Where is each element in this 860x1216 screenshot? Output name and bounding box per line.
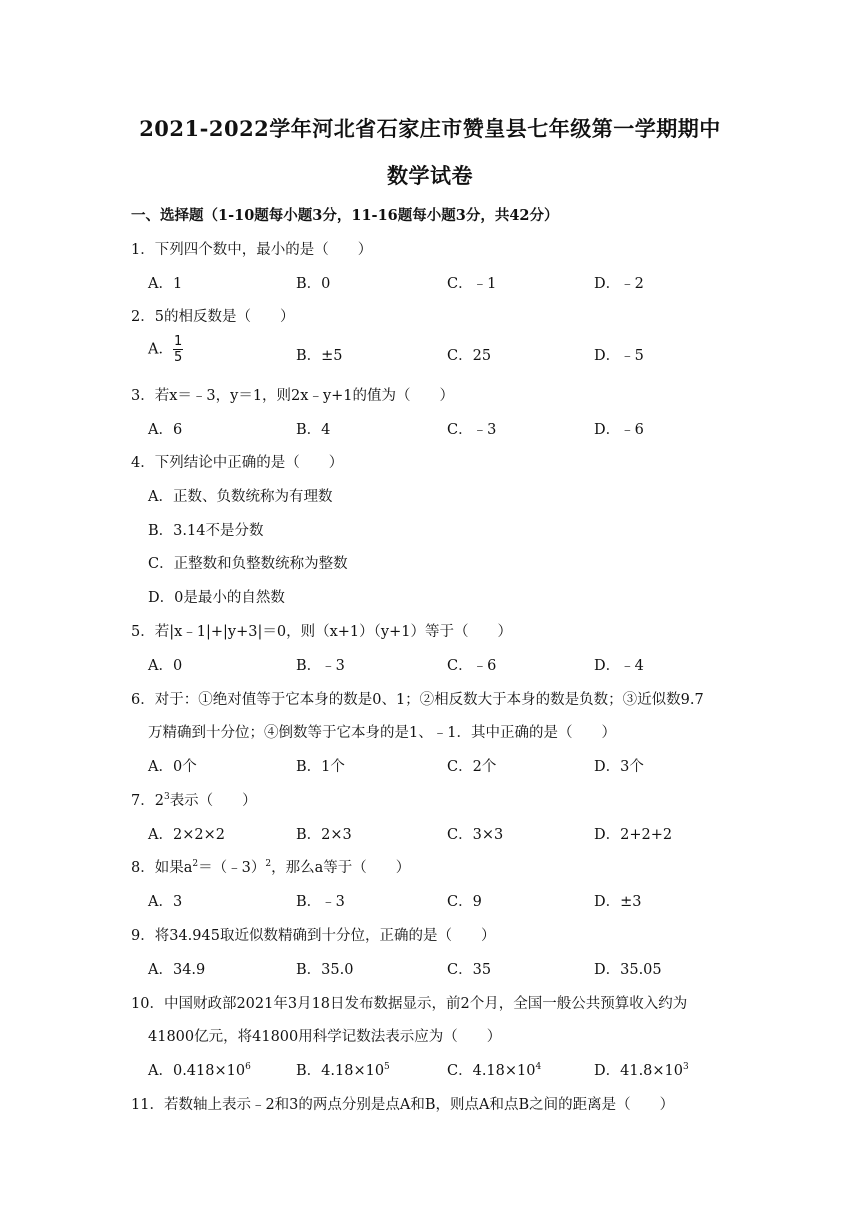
question-10-option-d [594, 1059, 689, 1080]
question-3-option-a: A．6 [148, 422, 183, 438]
question-3-option-d: D．﹣6 [594, 422, 644, 438]
question-5-option-b: B．﹣3 [296, 658, 345, 674]
exponent: 3 [683, 1062, 689, 1072]
fraction [173, 335, 183, 364]
question-8-option-c: C．9 [447, 894, 482, 910]
question-3-option-b: B．4 [296, 422, 331, 438]
question-4-option-c: C．正整数和负整数统称为整数 [148, 556, 348, 572]
question-8-stem [131, 856, 410, 877]
question-6-option-d: D．3个 [594, 759, 644, 775]
exponent: 6 [245, 1062, 251, 1072]
question-8-option-a: A．3 [148, 894, 183, 910]
question-10-stem-line1: 10．中国财政部2021年3月18日发布数据显示，前2个月，全国一般公共预算收入约为 [131, 996, 688, 1012]
question-1-option-b: B．0 [296, 276, 331, 292]
question-11-stem: 11．若数轴上表示﹣2和3的两点分别是点A和B，则点A和点B之间的距离是（ ） [131, 1097, 675, 1113]
question-9-option-c: C．35 [447, 962, 492, 978]
question-7-option-c: C．3×3 [447, 827, 504, 843]
question-9-option-b: B．35.0 [296, 962, 354, 978]
document-title-line1: 2021-2022学年河北省石家庄市赞皇县七年级第一学期期中 [139, 116, 721, 141]
question-4-option-a: A．正数、负数统称为有理数 [148, 489, 333, 505]
question-4-stem: 4．下列结论中正确的是（ ） [131, 455, 344, 471]
exponent: 4 [535, 1062, 542, 1072]
question-5-option-c: C．﹣6 [447, 658, 497, 674]
option-text: A．0.418×10 [148, 1063, 246, 1079]
document-title-line2: 数学试卷 [387, 163, 473, 188]
question-9-option-a: A．34.9 [148, 962, 206, 978]
stem-text: ＝（﹣3） [198, 860, 266, 876]
question-5-stem: 5．若|x﹣1|+|y+3|＝0，则（x+1）（y+1）等于（ ） [131, 624, 512, 640]
question-10-option-b [296, 1059, 390, 1080]
exponent: 5 [384, 1062, 390, 1072]
question-6-option-c: C．2个 [447, 759, 497, 775]
question-3-stem: 3．若x＝﹣3，y＝1，则2x﹣y+1的值为（ ） [131, 388, 455, 404]
option-text: C．4.18×10 [447, 1063, 536, 1079]
question-7-option-a: A．2×2×2 [148, 827, 225, 843]
question-1-option-a: A．1 [148, 276, 183, 292]
question-1-option-c: C．﹣1 [447, 276, 497, 292]
exponent: 3 [163, 792, 170, 802]
question-2-option-b: B．±5 [296, 348, 343, 364]
question-10-option-a [148, 1059, 251, 1080]
fraction-numerator: 1 [173, 334, 183, 349]
question-8-option-b: B．﹣3 [296, 894, 345, 910]
fraction-denominator: 5 [173, 350, 183, 365]
question-3-option-c: C．﹣3 [447, 422, 497, 438]
question-9-option-d: D．35.05 [594, 962, 662, 978]
stem-text: 7．2 [131, 793, 164, 809]
question-7-stem [131, 789, 257, 810]
question-4-option-d: D．0是最小的自然数 [148, 590, 285, 606]
question-6-option-b: B．1个 [296, 759, 345, 775]
question-9-stem: 9．将34.945取近似数精确到十分位，正确的是（ ） [131, 928, 496, 944]
option-text: B．4.18×10 [296, 1063, 385, 1079]
stem-text: ，那么a等于（ ） [271, 860, 411, 876]
question-2-stem: 2．5的相反数是（ ） [131, 309, 295, 325]
question-8-option-d: D．±3 [594, 894, 642, 910]
question-5-option-a: A．0 [148, 658, 183, 674]
section-heading: 一、选择题（1-10题每小题3分，11-16题每小题3分，共42分） [131, 207, 559, 224]
stem-text: 8．如果a [131, 860, 193, 876]
question-2-option-a [148, 335, 183, 364]
question-6-stem-line2: 万精确到十分位；④倒数等于它本身的是1、﹣1．其中正确的是（ ） [148, 725, 616, 741]
question-10-option-c [447, 1059, 541, 1080]
question-5-option-d: D．﹣4 [594, 658, 644, 674]
exponent: 2 [192, 859, 199, 869]
option-text: D．41.8×10 [594, 1063, 684, 1079]
question-2-option-d: D．﹣5 [594, 348, 644, 364]
question-6-stem-line1: 6．对于：①绝对值等于它本身的数是0、1；②相反数大于本身的数是负数；③近似数9.7 [131, 692, 704, 708]
question-2-option-c: C．25 [447, 348, 492, 364]
question-1-option-d: D．﹣2 [594, 276, 644, 292]
question-1-stem: 1．下列四个数中，最小的是（ ） [131, 242, 373, 258]
stem-text: 表示（ ） [169, 793, 257, 809]
question-7-option-b: B．2×3 [296, 827, 352, 843]
question-6-option-a: A．0个 [148, 759, 197, 775]
question-4-option-b: B．3.14不是分数 [148, 523, 264, 539]
question-7-option-d: D．2+2+2 [594, 827, 673, 843]
exponent: 2 [265, 859, 272, 869]
question-10-stem-line2: 41800亿元，将41800用科学记数法表示应为（ ） [148, 1029, 502, 1045]
question-2-option-a-label: A． [148, 341, 173, 358]
